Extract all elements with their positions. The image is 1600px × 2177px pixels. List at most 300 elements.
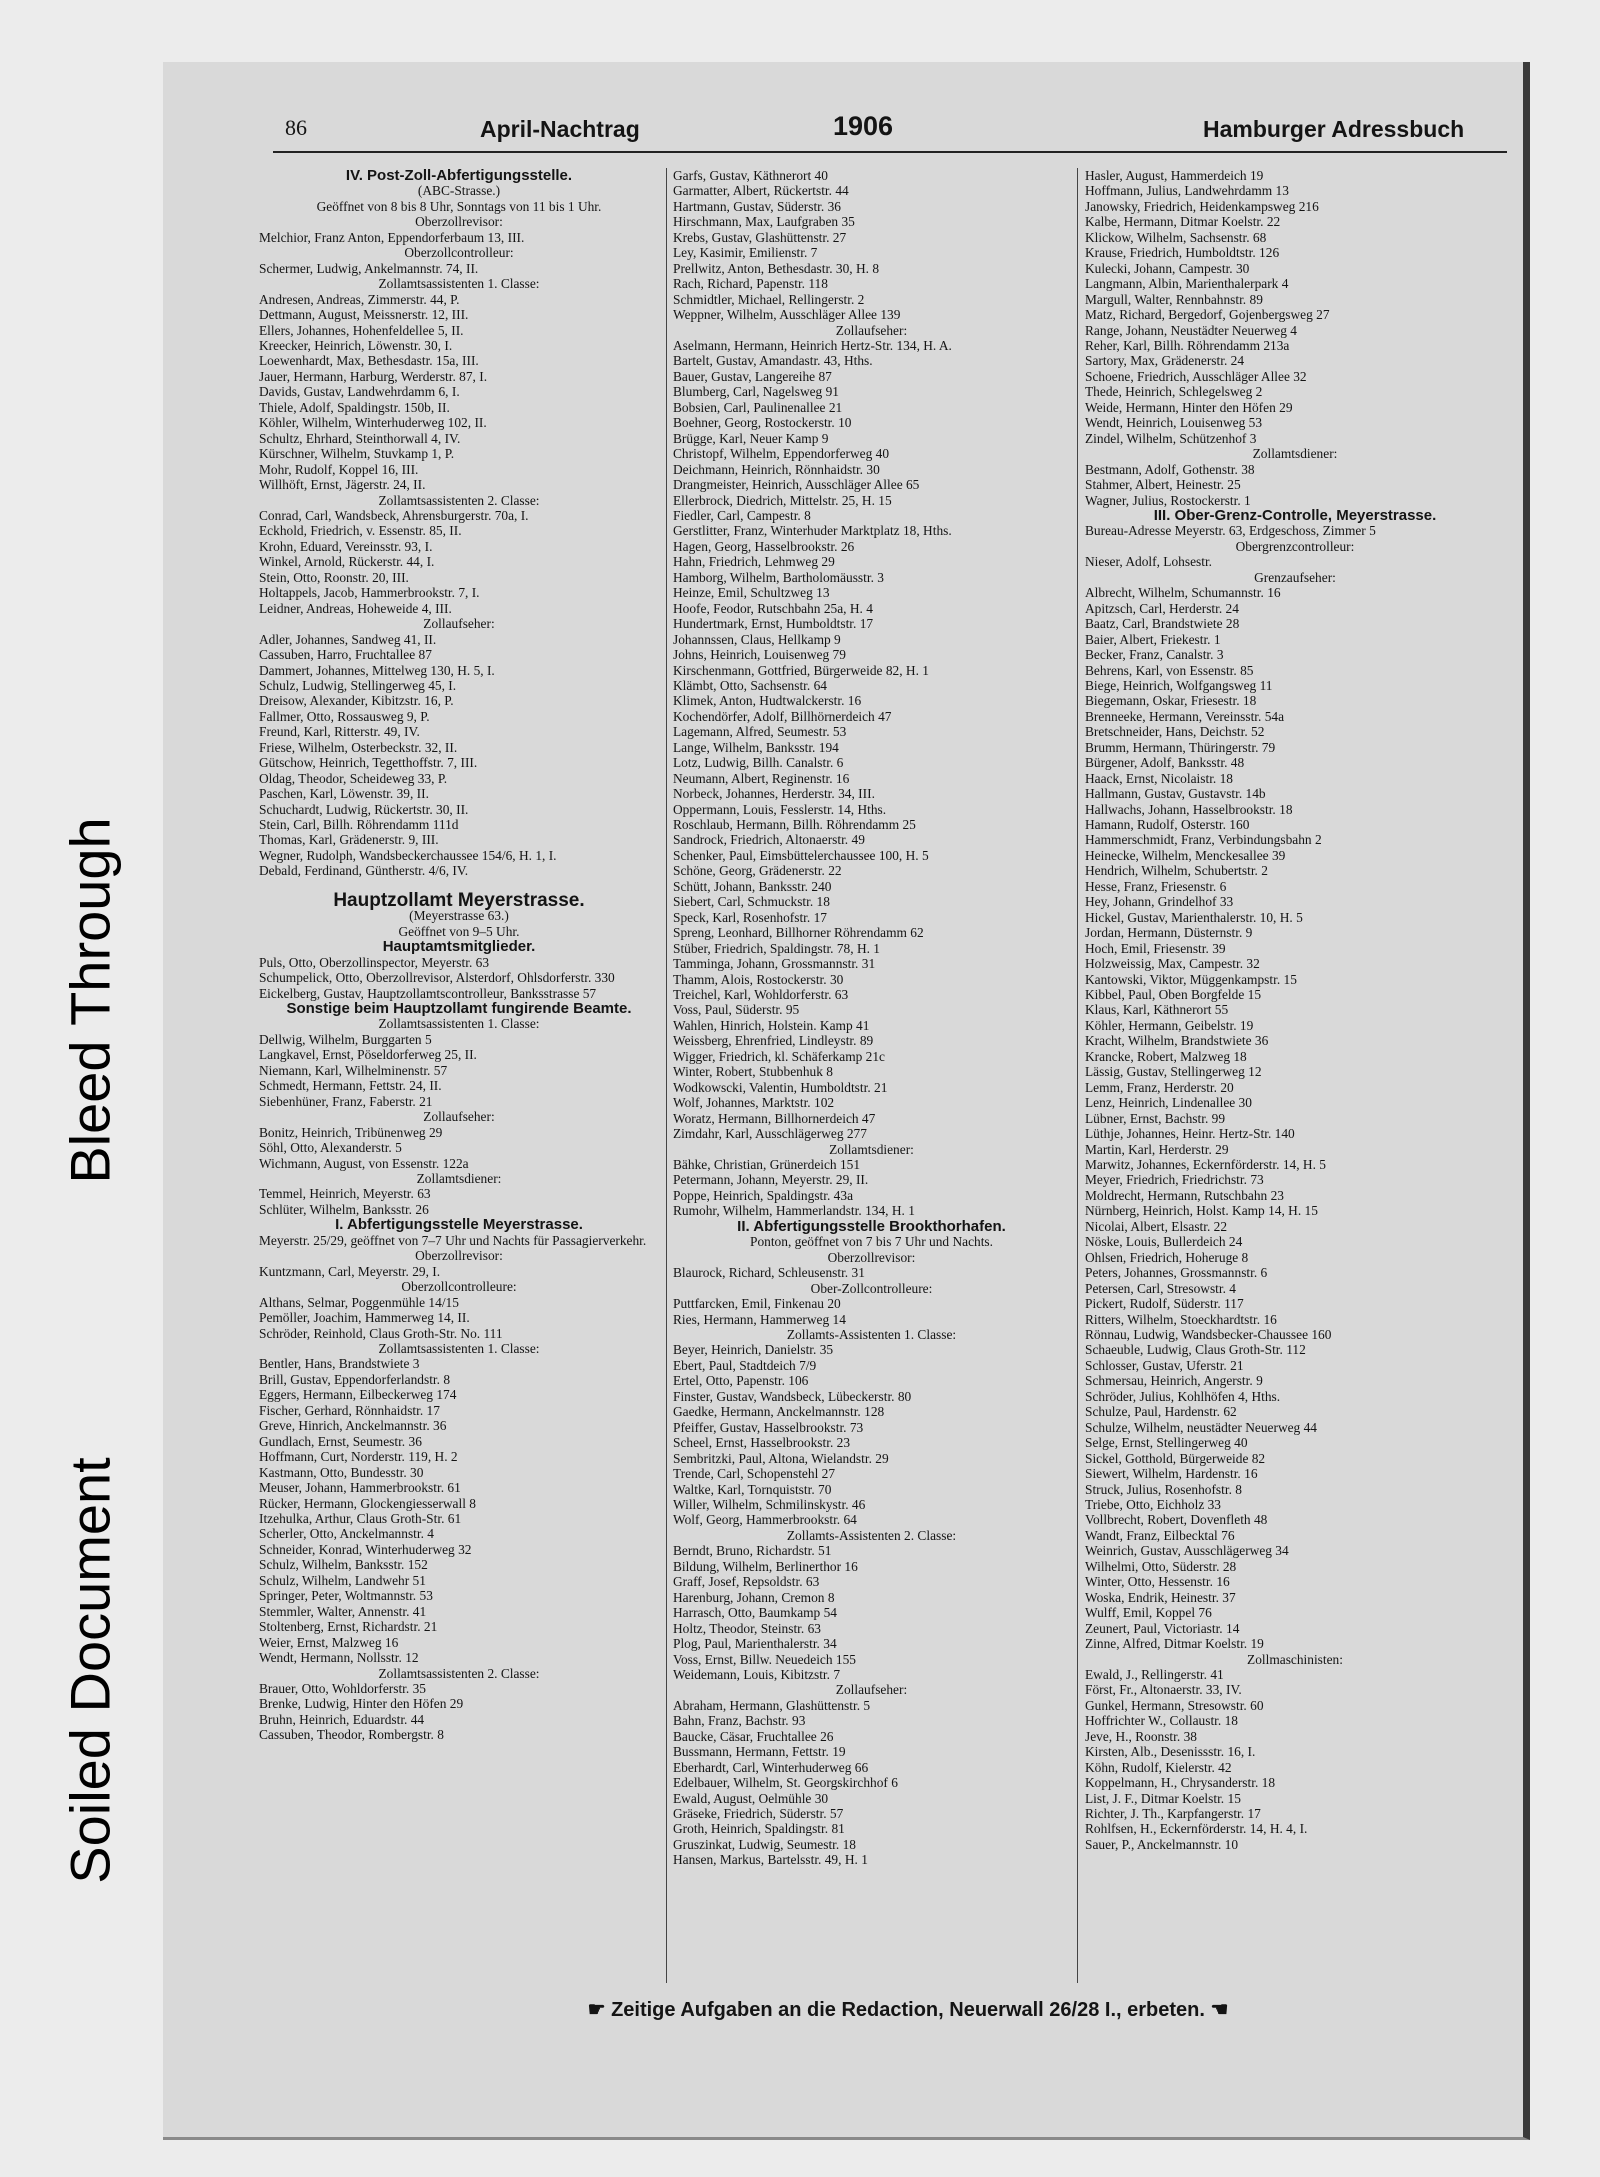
directory-entry: Wegner, Rudolph, Wandsbeckerchaussee 154/6, H. 1, I. [259, 847, 557, 863]
directory-entry: Selge, Ernst, Stellingerweg 40 [1085, 1435, 1248, 1451]
section-heading: Hauptamtsmitglieder. [382, 938, 536, 956]
directory-entry: Hirschmann, Max, Laufgraben 35 [673, 214, 855, 230]
directory-entry: Sartory, Max, Grädenerstr. 24 [1085, 353, 1245, 369]
directory-entry: Wigger, Friedrich, kl. Schäferkamp 21c [673, 1048, 885, 1064]
directory-entry: Brumm, Hermann, Thüringerstr. 79 [1085, 739, 1276, 755]
directory-entry: Lagemann, Alfred, Seumestr. 53 [673, 724, 847, 740]
directory-entry: Dreisow, Alexander, Kibitzstr. 16, P. [259, 693, 454, 709]
directory-entry: Eggers, Hermann, Eilbeckerweg 174 [259, 1387, 457, 1403]
directory-entry: Lässig, Gustav, Stellingerweg 12 [1085, 1064, 1262, 1080]
directory-entry: Martin, Karl, Herderstr. 29 [1085, 1141, 1229, 1157]
directory-entry: Rumohr, Wilhelm, Hammerlandstr. 134, H. 1 [673, 1203, 915, 1219]
directory-entry: Hoffrichter W., Collaustr. 18 [1085, 1713, 1238, 1729]
directory-entry: Krohn, Eduard, Vereinsstr. 93, I. [259, 538, 433, 554]
directory-entry: Trende, Carl, Schopenstehl 27 [673, 1466, 836, 1482]
subsection-heading: Zollamtsdiener: [416, 1171, 502, 1186]
directory-entry: Schmersau, Heinrich, Angerstr. 9 [1085, 1373, 1263, 1389]
directory-entry: Lemm, Franz, Herderstr. 20 [1085, 1079, 1234, 1095]
directory-entry: Heinecke, Wilhelm, Menckesallee 39 [1085, 847, 1286, 863]
directory-entry: Stemmler, Walter, Annenstr. 41 [259, 1603, 427, 1619]
directory-entry: Wandt, Franz, Eilbecktal 76 [1085, 1527, 1235, 1543]
directory-entry: Hoffmann, Julius, Landwehrdamm 13 [1085, 183, 1289, 199]
directory-entry: Fischer, Gerhard, Rönnhaidstr. 17 [259, 1402, 440, 1418]
directory-entry: Scheel, Ernst, Hasselbrookstr. 23 [673, 1435, 851, 1451]
directory-entry: List, J. F., Ditmar Koelstr. 15 [1085, 1790, 1241, 1806]
directory-entry: Stoltenberg, Ernst, Richardstr. 21 [259, 1619, 438, 1635]
directory-entry: Kalbe, Hermann, Ditmar Koelstr. 22 [1085, 214, 1281, 230]
directory-entry: Petersen, Carl, Stresowstr. 4 [1085, 1280, 1236, 1296]
directory-entry: Hasler, August, Hammerdeich 19 [1085, 168, 1264, 183]
directory-entry: Bureau-Adresse Meyerstr. 63, Erdgeschoss, Zimmer 5 [1085, 523, 1376, 539]
directory-entry: Gerstlitter, Franz, Winterhuder Marktplatz 18, Hths. [673, 523, 952, 539]
directory-entry: Graff, Josef, Repsoldstr. 63 [673, 1574, 820, 1590]
directory-entry: Hey, Johann, Grindelhof 33 [1085, 894, 1234, 910]
directory-entry: Lotz, Ludwig, Billh. Canalstr. 6 [673, 755, 844, 771]
subsection-heading: (Meyerstrasse 63.) [409, 908, 509, 924]
directory-entry: Biege, Heinrich, Wolfgangsweg 11 [1085, 677, 1273, 693]
directory-entry: Krebs, Gustav, Glashüttenstr. 27 [673, 229, 847, 245]
bleed-through-text: Bleed Through [58, 816, 122, 1184]
column-divider [666, 168, 667, 1983]
directory-entry: Eberhardt, Carl, Winterhuderweg 66 [673, 1759, 869, 1775]
directory-entry: Wagner, Julius, Rostockerstr. 1 [1085, 492, 1251, 508]
subsection-heading: Oberzollcontrolleur: [404, 245, 514, 261]
directory-entry: Pfeiffer, Gustav, Hasselbrookstr. 73 [673, 1419, 864, 1435]
soiled-document-label [58, 1390, 122, 1950]
directory-entry: Puttfarcken, Emil, Finkenau 20 [673, 1296, 841, 1312]
directory-entry: Hagen, Georg, Hasselbrookstr. 26 [673, 538, 855, 554]
subsection-heading: Zollamtsassistenten 2. Classe: [378, 1665, 540, 1681]
subsection-heading: Zollamts-Assistenten 1. Classe: [786, 1326, 957, 1342]
directory-entry: Ries, Hermann, Hammerweg 14 [673, 1311, 846, 1327]
directory-entry: Margull, Walter, Rennbahnstr. 89 [1085, 291, 1263, 307]
directory-entry: Conrad, Carl, Wandsbeck, Ahrensburgerstr. 70a, I. [259, 507, 529, 523]
directory-entry: Hendrich, Wilhelm, Schubertstr. 2 [1085, 863, 1268, 879]
directory-entry: Kantowski, Viktor, Müggenkampstr. 15 [1085, 971, 1297, 987]
directory-entry: Schumpelick, Otto, Oberzollrevisor, Alsterdorf, Ohlsdorferstr. 330 [259, 970, 615, 986]
directory-entry: Hoffmann, Curt, Norderstr. 119, H. 2 [259, 1449, 458, 1465]
directory-entry: Loewenhardt, Max, Bethesdastr. 15a, III. [259, 353, 479, 369]
page-number: 86 [285, 115, 307, 140]
subsection-heading: Zollamtsassistenten 1. Classe: [378, 1340, 540, 1356]
directory-entry: Fallmer, Otto, Rossausweg 9, P. [259, 708, 430, 724]
directory-entry: Brügge, Karl, Neuer Kamp 9 [673, 430, 829, 446]
directory-entry: Nieser, Adolf, Lohsestr. [1085, 554, 1213, 570]
directory-entry: Hamborg, Wilhelm, Bartholomäusstr. 3 [673, 569, 884, 585]
directory-entry: Schulz, Ludwig, Stellingerweg 45, I. [259, 677, 457, 693]
directory-entry: Lange, Wilhelm, Banksstr. 194 [673, 739, 839, 755]
directory-entry: Langkavel, Ernst, Pöseldorferweg 25, II. [259, 1047, 477, 1063]
directory-entry: Ellerbrock, Diedrich, Mittelstr. 25, H. 15 [673, 492, 892, 508]
directory-entry: Koppelmann, H., Chrysanderstr. 18 [1085, 1775, 1276, 1791]
directory-entry: Bildung, Wilhelm, Berlinerthor 16 [673, 1558, 858, 1574]
directory-entry: Schulz, Wilhelm, Landwehr 51 [259, 1572, 426, 1588]
soiled-document-text: Soiled Document [58, 1456, 122, 1884]
directory-entry: Woska, Endrik, Heinestr. 37 [1085, 1589, 1236, 1605]
directory-entry: Hoofe, Feodor, Rutschbahn 25a, H. 4 [673, 600, 873, 616]
directory-entry: Voss, Paul, Süderstr. 95 [673, 1002, 800, 1018]
directory-entry: Köhler, Wilhelm, Winterhuderweg 102, II. [259, 415, 487, 431]
directory-entry: Behrens, Karl, von Essenstr. 85 [1085, 662, 1254, 678]
directory-entry: Johannssen, Claus, Hellkamp 9 [673, 631, 841, 647]
directory-entry: Ellers, Johannes, Hohenfeldellee 5, II. [259, 322, 464, 338]
directory-entry: Schulz, Wilhelm, Banksstr. 152 [259, 1557, 428, 1573]
subsection-heading: Zollamts-Assistenten 2. Classe: [786, 1527, 957, 1543]
directory-entry: Wolf, Georg, Hammerbrookstr. 64 [673, 1512, 857, 1528]
directory-entry: Rach, Richard, Papenstr. 118 [673, 276, 828, 292]
directory-entry: Heinze, Emil, Schultzweg 13 [673, 585, 830, 601]
directory-entry: Johns, Heinrich, Louisenweg 79 [673, 647, 846, 663]
directory-entry: Harenburg, Johann, Cremon 8 [673, 1589, 835, 1605]
directory-entry: Groth, Heinrich, Spaldingstr. 81 [673, 1821, 845, 1837]
directory-entry: Roschlaub, Hermann, Billh. Röhrendamm 25 [673, 817, 916, 833]
directory-entry: Hartmann, Gustav, Süderstr. 36 [673, 198, 841, 214]
directory-entry: Voss, Ernst, Billw. Neuedeich 155 [673, 1651, 856, 1667]
directory-entry: Spreng, Leonhard, Billhorner Röhrendamm 62 [673, 925, 924, 941]
directory-entry: Oldag, Theodor, Scheideweg 33, P. [259, 770, 448, 786]
directory-entry: Haack, Ernst, Nicolaistr. 18 [1085, 770, 1234, 786]
directory-entry: Bentler, Hans, Brandstwiete 3 [259, 1356, 420, 1372]
subsection-heading: Zollamtsdiener: [1252, 446, 1338, 462]
directory-entry: Kürschner, Wilhelm, Stuvkamp 1, P. [259, 446, 455, 462]
bleed-through-label [58, 730, 122, 1270]
directory-entry: Becker, Franz, Canalstr. 3 [1085, 647, 1224, 663]
directory-entry: Edelbauer, Wilhelm, St. Georgskirchhof 6 [673, 1775, 898, 1791]
directory-entry: Berndt, Bruno, Richardstr. 51 [673, 1543, 832, 1559]
directory-entry: Prellwitz, Anton, Bethesdastr. 30, H. 8 [673, 260, 880, 276]
directory-entry: Weier, Ernst, Malzweg 16 [259, 1634, 399, 1650]
directory-entry: Garmatter, Albert, Rückertstr. 44 [673, 183, 849, 199]
directory-entry: Moldrecht, Hermann, Rutschbahn 23 [1085, 1187, 1284, 1203]
directory-entry: Wendt, Hermann, Nollsstr. 12 [259, 1650, 419, 1666]
directory-entry: Schaeuble, Ludwig, Claus Groth-Str. 112 [1085, 1342, 1306, 1358]
directory-entry: Peters, Johannes, Grossmannstr. 6 [1085, 1265, 1268, 1281]
directory-entry: Weppner, Wilhelm, Ausschläger Allee 139 [673, 307, 901, 323]
directory-entry: Schröder, Reinhold, Claus Groth-Str. No. 111 [259, 1325, 503, 1341]
directory-entry: Greve, Hinrich, Anckelmannstr. 36 [259, 1418, 447, 1434]
header-year: 1906 [833, 111, 894, 141]
directory-entry: Kracht, Wilhelm, Brandstwiete 36 [1085, 1033, 1269, 1049]
subsection-heading: Oberzollrevisor: [827, 1249, 916, 1265]
directory-entry: Hahn, Friedrich, Lehmweg 29 [673, 554, 835, 570]
directory-entry: Bartelt, Gustav, Amandastr. 43, Hths. [673, 353, 873, 369]
directory-entry: Hamann, Rudolf, Osterstr. 160 [1085, 817, 1250, 833]
directory-entry: Holtz, Theodor, Steinstr. 63 [673, 1620, 821, 1636]
subsection-heading: Oberzollrevisor: [415, 1248, 503, 1264]
subsection-heading: Zollaufseher: [423, 616, 495, 632]
directory-entry: Poppe, Heinrich, Spaldingstr. 43a [673, 1187, 854, 1203]
directory-entry: Fiedler, Carl, Campestr. 8 [673, 507, 811, 523]
directory-entry: Thamm, Alois, Rostockerstr. 30 [673, 971, 844, 987]
directory-entry: Krause, Friedrich, Humboldtstr. 126 [1085, 245, 1280, 261]
section-heading: Hauptzollamt Meyerstrasse. [333, 889, 585, 911]
directory-entry: Struck, Julius, Rosenhofstr. 8 [1085, 1481, 1242, 1497]
directory-entry: Bretschneider, Hans, Deichstr. 52 [1085, 724, 1265, 740]
directory-entry: Hundertmark, Ernst, Humboldtstr. 17 [673, 616, 874, 632]
directory-entry: Langmann, Albin, Marienthalerpark 4 [1085, 276, 1289, 292]
subsection-heading: Ober-Zollcontrolleure: [810, 1280, 933, 1296]
directory-entry: Weide, Hermann, Hinter den Höfen 29 [1085, 399, 1293, 415]
directory-entry: Hoch, Emil, Friesenstr. 39 [1085, 940, 1226, 956]
directory-entry: Schröder, Julius, Kohlhöfen 4, Hths. [1085, 1388, 1281, 1404]
column-divider [1077, 168, 1078, 1983]
directory-entry: Triebe, Otto, Eichholz 33 [1085, 1496, 1221, 1512]
directory-entry: Kochendörfer, Adolf, Billhörnerdeich 47 [673, 708, 892, 724]
directory-entry: Willer, Wilhelm, Schmilinskystr. 46 [673, 1496, 866, 1512]
directory-entry: Wolf, Johannes, Marktstr. 102 [673, 1095, 835, 1111]
directory-entry: Lüthje, Johannes, Heinr. Hertz-Str. 140 [1085, 1126, 1295, 1142]
directory-entry: Zimdahr, Karl, Ausschlägerweg 277 [673, 1126, 867, 1142]
directory-entry: Dellwig, Wilhelm, Burggarten 5 [259, 1031, 432, 1047]
directory-entry: Holzweissig, Max, Campestr. 32 [1085, 956, 1260, 972]
directory-entry: Ley, Kasimir, Emilienstr. 7 [673, 245, 818, 261]
directory-entry: Bobsien, Carl, Paulinenallee 21 [673, 399, 843, 415]
column-1 [259, 168, 659, 1983]
directory-entry: Plog, Paul, Marienthalerstr. 34 [673, 1636, 837, 1652]
directory-entry: Waltke, Karl, Tornquiststr. 70 [673, 1481, 832, 1497]
directory-entry: Neumann, Albert, Reginenstr. 16 [673, 770, 850, 786]
directory-entry: Stahmer, Albert, Heinestr. 25 [1085, 477, 1241, 493]
directory-entry: Brauer, Otto, Wohldorferstr. 35 [259, 1680, 426, 1696]
directory-entry: Rücker, Hermann, Glockengiesserwall 8 [259, 1495, 476, 1511]
directory-entry: Richter, J. Th., Karpfangerstr. 17 [1085, 1806, 1261, 1822]
column-3 [1085, 168, 1505, 1983]
directory-entry: Albrecht, Wilhelm, Schumannstr. 16 [1085, 585, 1281, 601]
directory-entry: Rönnau, Ludwig, Wandsbecker-Chaussee 160 [1085, 1326, 1332, 1342]
directory-entry: Bussmann, Hermann, Fettstr. 19 [673, 1744, 846, 1760]
directory-entry: Jeve, H., Roonstr. 38 [1085, 1728, 1197, 1744]
directory-entry: Hansen, Markus, Bartelsstr. 49, H. 1 [673, 1852, 868, 1868]
directory-entry: Hallwachs, Johann, Hasselbrookstr. 18 [1085, 801, 1293, 817]
directory-entry: Holtappels, Jacob, Hammerbrookstr. 7, I. [259, 585, 480, 601]
directory-entry: Dettmann, August, Meissnerstr. 12, III. [259, 307, 469, 323]
directory-entry: Apitzsch, Carl, Herderstr. 24 [1085, 600, 1239, 616]
directory-entry: Ertel, Otto, Papenstr. 106 [673, 1373, 809, 1389]
directory-entry: Klimek, Anton, Hudtwalckerstr. 16 [673, 693, 862, 709]
directory-entry: Leidner, Andreas, Hoheweide 4, III. [259, 600, 452, 616]
directory-entry: Janowsky, Friedrich, Heidenkampsweg 216 [1085, 198, 1319, 214]
directory-entry: Treichel, Karl, Wohldorferstr. 63 [673, 987, 849, 1003]
directory-entry: Schöne, Georg, Grädenerstr. 22 [673, 863, 842, 879]
directory-entry: Siebert, Carl, Schmuckstr. 18 [673, 894, 830, 910]
directory-entry: Sickel, Gotthold, Bürgerweide 82 [1085, 1450, 1266, 1466]
directory-entry: Kreecker, Heinrich, Löwenstr. 30, I. [259, 337, 453, 353]
section-heading: I. Abfertigungsstelle Meyerstrasse. [335, 1216, 583, 1234]
directory-entry: Kibbel, Paul, Oben Borgfelde 15 [1085, 987, 1262, 1003]
subsection-heading: Obergrenzcontrolleur: [1235, 538, 1355, 554]
directory-entry: Bahn, Franz, Bachstr. 93 [673, 1713, 806, 1729]
header-right-title: Hamburger Adressbuch [1203, 116, 1465, 142]
directory-entry: Tamminga, Johann, Grossmannstr. 31 [673, 956, 876, 972]
directory-entry: Schmedt, Hermann, Fettstr. 24, II. [259, 1078, 442, 1094]
directory-entry: Ritters, Wilhelm, Stoeckhardtstr. 16 [1085, 1311, 1277, 1327]
directory-entry: Schlüter, Wilhelm, Banksstr. 26 [259, 1201, 429, 1217]
directory-entry: Hallmann, Gustav, Gustavstr. 14b [1085, 786, 1266, 802]
directory-entry: Stein, Carl, Billh. Röhrendamm 111d [259, 817, 459, 833]
directory-entry: Kirschenmann, Gottfried, Bürgerweide 82, H. 1 [673, 662, 929, 678]
directory-entry: Weinrich, Gustav, Ausschlägerweg 34 [1085, 1543, 1289, 1559]
directory-entry: Range, Johann, Neustädter Neuerweg 4 [1085, 322, 1297, 338]
directory-entry: Sembritzki, Paul, Altona, Wielandstr. 29 [673, 1450, 889, 1466]
directory-entry: Eckhold, Friedrich, v. Essenstr. 85, II. [259, 523, 462, 539]
directory-entry: Eickelberg, Gustav, Hauptzollamtscontrolleur, Banksstrasse 57 [259, 985, 597, 1001]
page-header [273, 111, 1507, 153]
directory-entry: Baucke, Cäsar, Fruchtallee 26 [673, 1728, 834, 1744]
directory-entry: Thomas, Karl, Grädenerstr. 9, III. [259, 832, 439, 848]
directory-entry: Klickow, Wilhelm, Sachsenstr. 68 [1085, 229, 1267, 245]
directory-entry: Cassuben, Theodor, Rombergstr. 8 [259, 1727, 444, 1743]
subsection-heading: Ponton, geöffnet von 7 bis 7 Uhr und Nachts. [750, 1234, 993, 1250]
directory-entry: Kirsten, Alb., Desenissstr. 16, I. [1085, 1744, 1256, 1760]
directory-entry: Schneider, Konrad, Winterhuderweg 32 [259, 1541, 472, 1557]
page-footer-notice: ☛ Zeitige Aufgaben an die Redaction, Neuerwall 26/28 I., erbeten. ☚ [587, 1999, 1229, 2021]
directory-entry: Baier, Albert, Friekestr. 1 [1085, 631, 1221, 647]
directory-entry: Zinne, Alfred, Ditmar Koelstr. 19 [1085, 1636, 1264, 1652]
directory-entry: Kuntzmann, Carl, Meyerstr. 29, I. [259, 1263, 441, 1279]
directory-entry: Boehner, Georg, Rostockerstr. 10 [673, 415, 852, 431]
directory-entry: Matz, Richard, Bergedorf, Gojenbergsweg 27 [1085, 307, 1330, 323]
directory-entry: Bruhn, Heinrich, Eduardstr. 44 [259, 1711, 425, 1727]
scanned-page [163, 62, 1530, 2140]
directory-entry: Nöske, Louis, Bullerdeich 24 [1085, 1234, 1243, 1250]
directory-entry: Scherler, Otto, Anckelmannstr. 4 [259, 1526, 434, 1542]
directory-entry: Schulze, Paul, Hardenstr. 62 [1085, 1404, 1237, 1420]
directory-entry: Woratz, Hermann, Billhornerdeich 47 [673, 1110, 876, 1126]
directory-entry: Gunkel, Hermann, Stresowstr. 60 [1085, 1697, 1264, 1713]
directory-entry: Siewert, Wilhelm, Hardenstr. 16 [1085, 1466, 1258, 1482]
directory-entry: Stüber, Friedrich, Spaldingstr. 78, H. 1 [673, 940, 881, 956]
directory-entry: Wichmann, August, von Essenstr. 122a [259, 1155, 469, 1171]
directory-entry: Krancke, Robert, Malzweg 18 [1085, 1048, 1247, 1064]
directory-entry: Beyer, Heinrich, Danielstr. 35 [673, 1342, 834, 1358]
directory-entry: Zindel, Wilhelm, Schützenhof 3 [1085, 430, 1257, 446]
subsection-heading: Grenzaufseher: [1254, 569, 1336, 585]
subsection-heading: Geöffnet von 8 bis 8 Uhr, Sonntags von 11 bis 1 Uhr. [316, 198, 602, 214]
directory-entry: Aselmann, Hermann, Heinrich Hertz-Str. 134, H. A. [673, 337, 952, 353]
directory-entry: Köhler, Hermann, Geibelstr. 19 [1085, 1017, 1254, 1033]
directory-entry: Drangmeister, Heinrich, Ausschläger Allee 65 [673, 477, 920, 493]
directory-entry: Hesse, Franz, Friesenstr. 6 [1085, 878, 1227, 894]
column-2 [673, 168, 1070, 1983]
directory-entry: Abraham, Hermann, Glashüttenstr. 5 [673, 1697, 871, 1713]
directory-entry: Jauer, Hermann, Harburg, Werderstr. 87, I. [259, 368, 488, 384]
directory-entry: Meyer, Friedrich, Friedrichstr. 73 [1085, 1172, 1264, 1188]
subsection-heading: Zollamtsassistenten 2. Classe: [378, 492, 540, 508]
directory-entry: Ebert, Paul, Stadtdeich 7/9 [673, 1357, 817, 1373]
directory-entry: Paschen, Karl, Löwenstr. 39, II. [259, 786, 429, 802]
directory-entry: Pickert, Rudolf, Süderstr. 117 [1085, 1296, 1244, 1312]
subsection-heading: Oberzollcontrolleure: [401, 1279, 517, 1295]
directory-entry: Lenz, Heinrich, Lindenallee 30 [1085, 1095, 1252, 1111]
directory-entry: Bauer, Gustav, Langereihe 87 [673, 368, 832, 384]
directory-entry: Meuser, Johann, Hammerbrookstr. 61 [259, 1480, 461, 1496]
directory-entry: Nicolai, Albert, Elsastr. 22 [1085, 1218, 1228, 1234]
directory-entry: Thede, Heinrich, Schlegelsweg 2 [1085, 384, 1263, 400]
subsection-heading: Zollamtsdiener: [829, 1141, 914, 1157]
directory-entry: Speck, Karl, Rosenhofstr. 17 [673, 909, 827, 925]
directory-entry: Gräseke, Friedrich, Süderstr. 57 [673, 1806, 844, 1822]
subsection-heading: Geöffnet von 9–5 Uhr. [398, 923, 520, 939]
directory-entry: Wilhelmi, Otto, Süderstr. 28 [1085, 1558, 1237, 1574]
directory-entry: Kastmann, Otto, Bundesstr. 30 [259, 1464, 424, 1480]
directory-entry: Melchior, Franz Anton, Eppendorferbaum 13, III. [259, 229, 525, 245]
directory-entry: Dammert, Johannes, Mittelweg 130, H. 5, I. [259, 662, 495, 678]
directory-entry: Wendt, Heinrich, Louisenweg 53 [1085, 415, 1263, 431]
subsection-heading: Zollamtsassistenten 1. Classe: [378, 276, 540, 292]
directory-entry: Schoene, Friedrich, Ausschläger Allee 32 [1085, 368, 1307, 384]
directory-entry: Puls, Otto, Oberzollinspector, Meyerstr. 63 [259, 954, 490, 970]
directory-entry: Hammerschmidt, Franz, Verbindungsbahn 2 [1085, 832, 1322, 848]
directory-entry: Willhöft, Ernst, Jägerstr. 24, II. [259, 477, 426, 493]
directory-entry: Petermann, Johann, Meyerstr. 29, II. [673, 1172, 869, 1188]
directory-entry: Nürnberg, Heinrich, Holst. Kamp 14, H. 15 [1085, 1203, 1318, 1219]
directory-entry: Vollbrecht, Robert, Dovenfleth 48 [1085, 1512, 1268, 1528]
directory-entry: Bürgener, Adolf, Banksstr. 48 [1085, 755, 1245, 771]
directory-entry: Lübner, Ernst, Bachstr. 99 [1085, 1110, 1226, 1126]
directory-entry: Friese, Wilhelm, Osterbeckstr. 32, II. [259, 739, 458, 755]
subsection-heading: Zollaufseher: [835, 322, 908, 338]
directory-entry: Winter, Robert, Stubbenhuk 8 [673, 1064, 833, 1080]
directory-entry: Debald, Ferdinand, Güntherstr. 4/6, IV. [259, 863, 469, 879]
section-heading: Sonstige beim Hauptzollamt fungirende Beamte. [286, 1000, 632, 1018]
directory-entry: Biegemann, Oskar, Friesestr. 18 [1085, 693, 1257, 709]
directory-entry: Hickel, Gustav, Marienthalerstr. 10, H. 5 [1085, 909, 1303, 925]
directory-entry: Gaedke, Hermann, Anckelmannstr. 128 [673, 1404, 885, 1420]
directory-entry: Schmidtler, Michael, Rellingerstr. 2 [673, 291, 865, 307]
directory-entry: Siebenhüner, Franz, Faberstr. 21 [259, 1093, 433, 1109]
directory-entry: Mohr, Rudolf, Koppel 16, III. [259, 461, 419, 477]
directory-entry: Niemann, Karl, Wilhelminenstr. 57 [259, 1062, 448, 1078]
directory-entry: Rohlfsen, H., Eckernförderstr. 14, H. 4, I. [1085, 1821, 1308, 1837]
directory-entry: Klämbt, Otto, Sachsenstr. 64 [673, 677, 827, 693]
directory-entry: Andresen, Andreas, Zimmerstr. 44, P. [259, 291, 460, 307]
directory-entry: Ewald, J., Rellingerstr. 41 [1085, 1666, 1224, 1682]
directory-entry: Althans, Selmar, Poggenmühle 14/15 [259, 1294, 459, 1310]
directory-entry: Finster, Gustav, Wandsbeck, Lübeckerstr. 80 [673, 1388, 912, 1404]
directory-entry: Marwitz, Johannes, Eckernförderstr. 14, H. 5 [1085, 1157, 1326, 1172]
directory-entry: Först, Fr., Altonaerstr. 33, IV. [1085, 1682, 1242, 1698]
directory-entry: Weidemann, Louis, Kibitzstr. 7 [673, 1666, 841, 1682]
directory-entry: Söhl, Otto, Alexanderstr. 5 [259, 1140, 402, 1156]
subsection-heading: Zollamtsassistenten 1. Classe: [378, 1016, 540, 1032]
directory-entry: Schulze, Wilhelm, neustädter Neuerweg 44 [1085, 1419, 1317, 1435]
directory-entry: Schermer, Ludwig, Ankelmannstr. 74, II. [259, 260, 479, 276]
directory-entry: Meyerstr. 25/29, geöffnet von 7–7 Uhr und Nachts für Passagierverkehr. [259, 1232, 647, 1248]
directory-entry: Freund, Karl, Ritterstr. 49, IV. [259, 724, 420, 740]
section-heading: III. Ober-Grenz-Controlle, Meyerstrasse. [1153, 506, 1437, 524]
section-heading: II. Abfertigungsstelle Brookthorhafen. [737, 1217, 1006, 1235]
directory-entry: Reher, Karl, Billh. Röhrendamm 213a [1085, 337, 1290, 353]
subsection-heading: (ABC-Strasse.) [417, 183, 501, 199]
directory-entry: Springer, Peter, Woltmannstr. 53 [259, 1588, 433, 1604]
directory-entry: Schuchardt, Ludwig, Rückertstr. 30, II. [259, 801, 469, 817]
directory-entry: Schütt, Johann, Banksstr. 240 [673, 878, 832, 894]
directory-entry: Oppermann, Louis, Fesslerstr. 14, Hths. [673, 801, 887, 817]
directory-entry: Davids, Gustav, Landwehrdamm 6, I. [259, 384, 460, 400]
directory-entry: Gütschow, Heinrich, Tegetthoffstr. 7, III. [259, 755, 478, 771]
directory-entry: Harrasch, Otto, Baumkamp 54 [673, 1605, 837, 1621]
directory-entry: Bonitz, Heinrich, Tribünenweg 29 [259, 1124, 443, 1140]
directory-entry: Itzehulka, Arthur, Claus Groth-Str. 61 [259, 1510, 462, 1526]
directory-entry: Zeunert, Paul, Victoriastr. 14 [1085, 1620, 1240, 1636]
directory-entry: Ohlsen, Friedrich, Hoheruge 8 [1085, 1249, 1249, 1265]
directory-entry: Winter, Otto, Hessenstr. 16 [1085, 1574, 1230, 1590]
directory-entry: Winkel, Arnold, Rückerstr. 44, I. [259, 554, 435, 570]
directory-entry: Wahlen, Hinrich, Holstein. Kamp 41 [673, 1017, 870, 1033]
directory-entry: Sauer, P., Anckelmannstr. 10 [1085, 1836, 1239, 1852]
directory-entry: Gundlach, Ernst, Seumestr. 36 [259, 1433, 422, 1449]
directory-entry: Kulecki, Johann, Campestr. 30 [1085, 260, 1250, 276]
